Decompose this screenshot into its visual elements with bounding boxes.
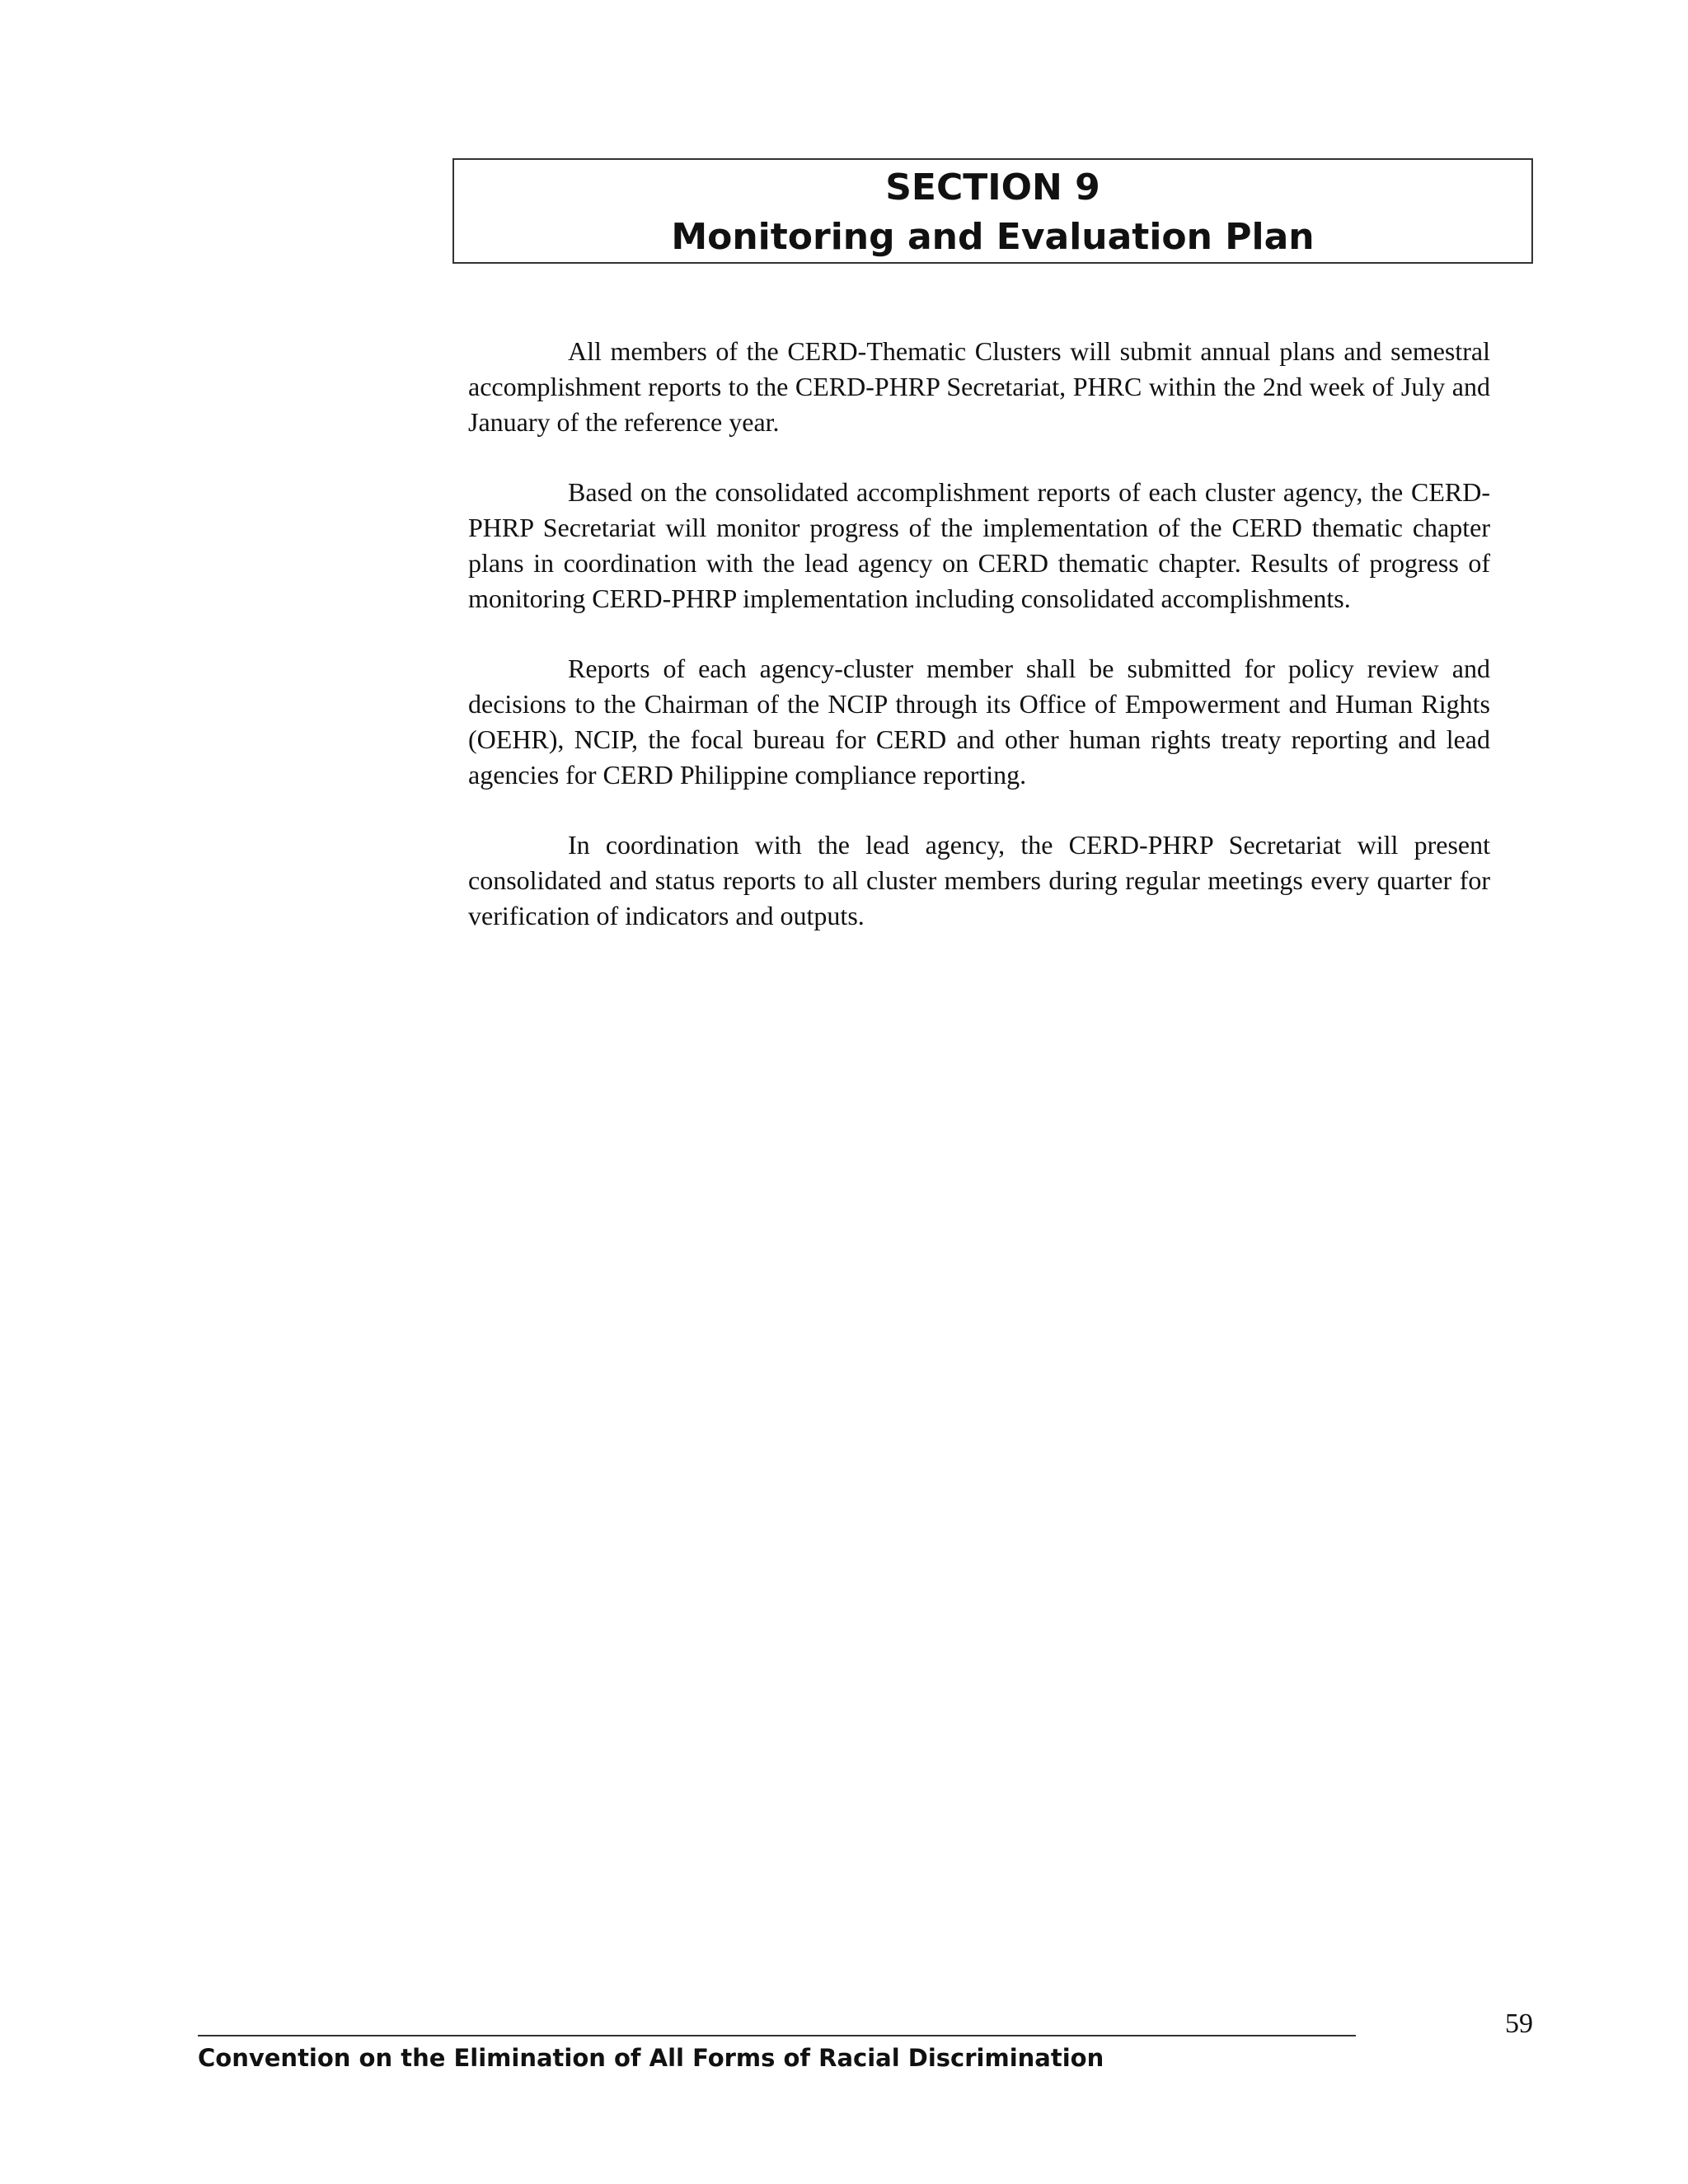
section-header-box <box>452 158 1533 264</box>
footer-divider <box>198 2035 1356 2036</box>
section-title: Monitoring and Evaluation Plan <box>671 216 1315 258</box>
paragraph: In coordination with the lead agency, the CERD-PHRP Secretariat will present consolidated and status reports to all cluster members during regular meetings every quarter for verification of indicators and outputs. <box>468 830 1490 930</box>
paragraph: Based on the consolidated accomplishment reports of each cluster agency, the CERD-PHRP Secretariat will monitor progress of the implementation of the CERD thematic chapter plans in coordination with the lead agency on CERD thematic chapter. Results of progress of monitoring CERD-PHRP implementation including consolidated accomplishments. <box>468 477 1490 613</box>
section-number: SECTION 9 <box>885 166 1100 209</box>
footer-text: Convention on the Elimination of All Forms of Racial Discrimination <box>198 2044 1104 2072</box>
page-number: 59 <box>1505 2008 1533 2039</box>
body-text <box>468 334 1490 968</box>
paragraph: All members of the CERD-Thematic Clusters will submit annual plans and semestral accomplishment reports to the CERD-PHRP Secretariat, PHRC within the 2nd week of July and January of the reference year. <box>468 336 1490 437</box>
paragraph: Reports of each agency-cluster member shall be submitted for policy review and decisions to the Chairman of the NCIP through its Office of Empowerment and Human Rights (OEHR), NCIP, the focal bureau for CERD and other human rights treaty reporting and lead agencies for CERD Philippine compliance reporting. <box>468 654 1490 790</box>
